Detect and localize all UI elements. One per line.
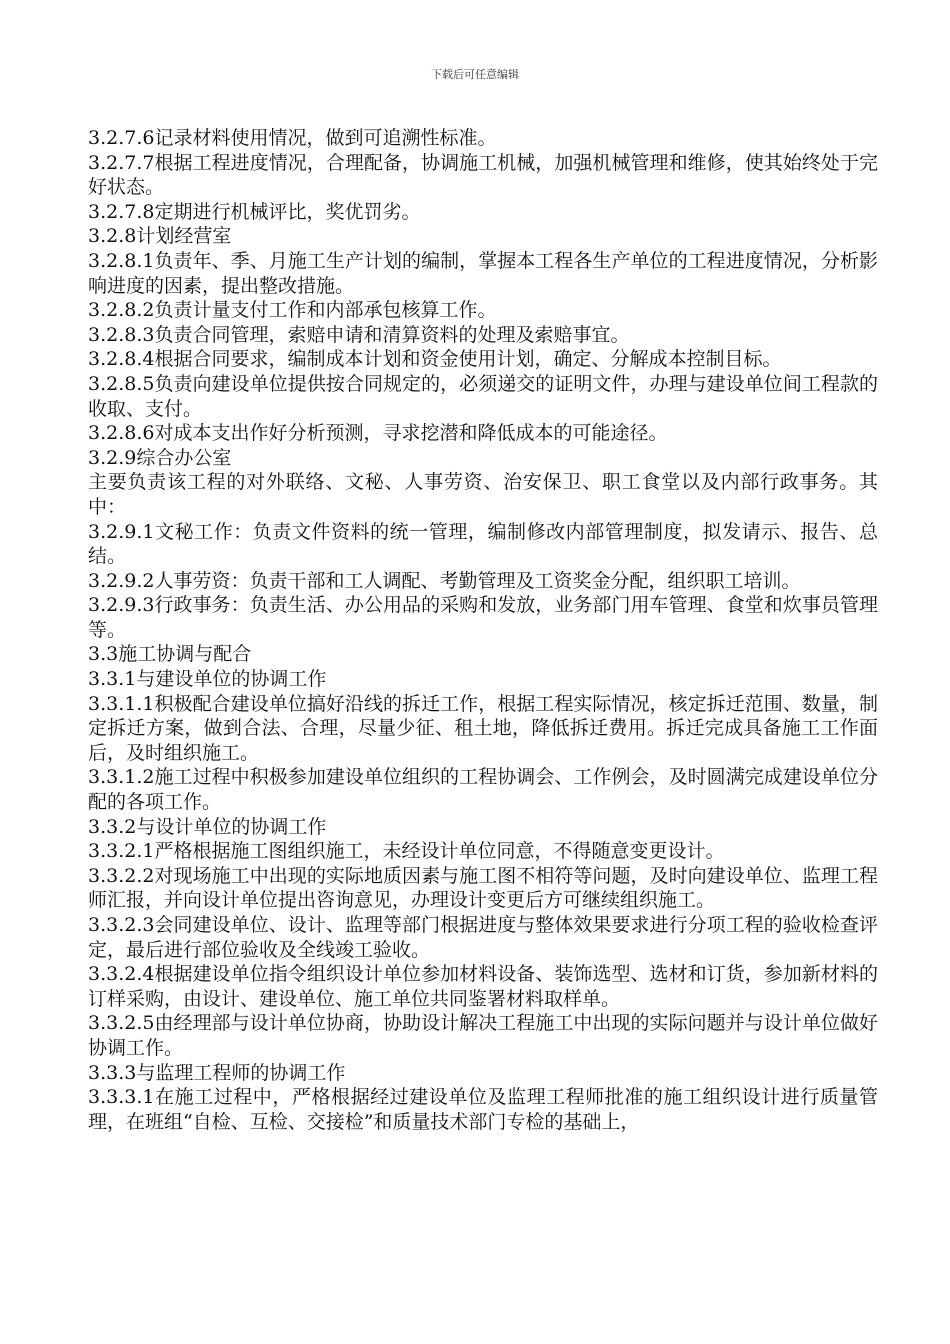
paragraph: 3.3.2.2对现场施工中出现的实际地质因素与施工图不相符等问题，及时向建设单位、监理工程师汇报，并向设计单位提出咨询意见，办理设计变更后方可继续组织施工。: [88, 864, 878, 912]
paragraph: 3.2.9.2人事劳资：负责干部和工人调配、考勤管理及工资奖金分配，组织职工培训。: [88, 569, 801, 592]
paragraph: 3.2.8.6对成本支出作好分析预测，寻求挖潜和降低成本的可能途径。: [88, 422, 668, 445]
document-body: [88, 126, 878, 1134]
section-heading: 3.3.2与设计单位的协调工作: [88, 815, 327, 838]
paragraph: 3.2.7.6记录材料使用情况，做到可追溯性标准。: [88, 127, 497, 149]
paragraph: 3.2.8.5负责向建设单位提供按合同规定的，必须递交的证明文件，办理与建设单位间工程款的收取、支付。: [88, 372, 878, 420]
paragraph: 3.3.2.3会同建设单位、设计、监理等部门根据进度与整体效果要求进行分项工程的验收检查评定，最后进行部位验收及全线竣工验收。: [88, 914, 878, 961]
section-heading: 3.2.8计划经营室: [88, 225, 232, 248]
paragraph: 3.3.3.1在施工过程中，严格根据经过建设单位及监理工程师批准的施工组织设计进行质量管理，在班组“自检、互检、交接检”和质量技术部门专检的基础上，: [88, 1086, 878, 1133]
paragraph: 3.2.8.2负责计量支付工作和内部承包核算工作。: [88, 299, 497, 322]
paragraph: 3.3.1.2施工过程中积极参加建设单位组织的工程协调会、工作例会，及时圆满完成建设单位分配的各项工作。: [88, 766, 878, 814]
paragraph: 3.2.9.1文秘工作：负责文件资料的统一管理，编制修改内部管理制度，拟发请示、报告、总结。: [88, 520, 878, 568]
paragraph: 3.3.1.1积极配合建设单位搞好沿线的拆迁工作，根据工程实际情况，核定拆迁范围、数量，制定拆迁方案，做到合法、合理，尽量少征、租土地，降低拆迁费用。拆迁完成具备施工工作面后，及时组织施工。: [88, 692, 878, 764]
section-heading: 3.2.9综合办公室: [88, 446, 232, 469]
paragraph: 3.3.2.1严格根据施工图组织施工，未经设计单位同意，不得随意变更设计。: [88, 840, 725, 863]
paragraph: 3.2.8.3负责合同管理，索赔申请和清算资料的处理及索赔事宜。: [88, 323, 630, 346]
paragraph: 3.2.8.4根据合同要求，编制成本计划和资金使用计划，确定、分解成本控制目标。: [88, 348, 782, 371]
section-heading: 3.3施工协调与配合: [88, 643, 252, 666]
paragraph: 3.3.2.5由经理部与设计单位协商，协助设计解决工程施工中出现的实际问题并与设计单位做好协调工作。: [88, 1012, 878, 1059]
paragraph: 3.2.7.8定期进行机械评比，奖优罚劣。: [88, 200, 421, 223]
paragraph: 3.2.9.3行政事务：负责生活、办公用品的采购和发放，业务部门用车管理、食堂和炊事员管理等。: [88, 594, 878, 641]
paragraph: 3.2.7.7根据工程进度情况，合理配备，协调施工机械，加强机械管理和维修，使其始终处于完好状态。: [88, 151, 878, 199]
section-heading: 3.3.1与建设单位的协调工作: [88, 668, 327, 691]
paragraph: 3.2.8.1负责年、季、月施工生产计划的编制，掌握本工程各生产单位的工程进度情况，分析影响进度的因素，提出整改措施。: [88, 249, 878, 297]
section-heading: 3.3.3与监理工程师的协调工作: [88, 1061, 346, 1084]
paragraph: 3.3.2.4根据建设单位指令组织设计单位参加材料设备、装饰选型、选材和订货，参加新材料的订样采购，由设计、建设单位、施工单位共同鉴署材料取样单。: [88, 963, 878, 1010]
paragraph: 主要负责该工程的对外联络、文秘、人事劳资、治安保卫、职工食堂以及内部行政事务。其中：: [88, 471, 878, 518]
page-header: 下载后可任意编辑: [431, 68, 519, 81]
